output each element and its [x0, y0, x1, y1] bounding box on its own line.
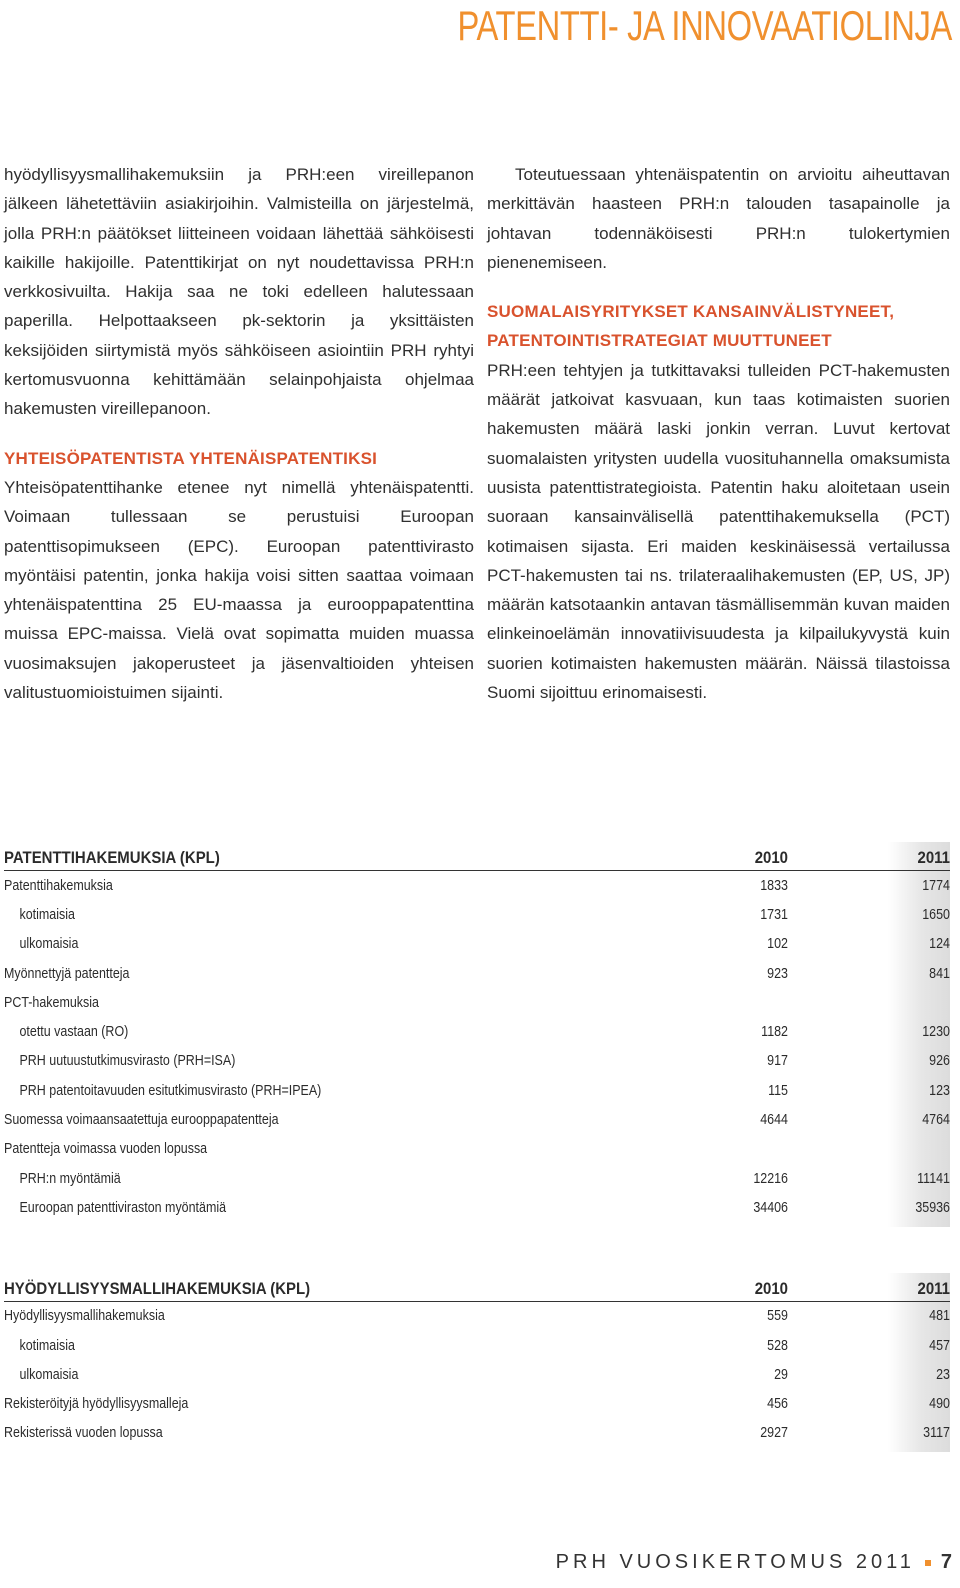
row-label: Hyödyllisyysmallihakemuksia [4, 1308, 165, 1325]
statistics-tables [4, 836, 950, 1448]
right-heading [487, 297, 950, 356]
row-label: Suomessa voimaansaatettuja eurooppapatentteja [4, 1112, 279, 1129]
value-2011: 23 [936, 1366, 950, 1383]
value-2011: 926 [929, 1053, 950, 1070]
right-heading-line-2: PATENTOINTISTRATEGIAT MUUTTUNEET [487, 331, 832, 351]
table-row [4, 1105, 950, 1134]
table-row [4, 1331, 950, 1360]
table-row [4, 988, 950, 1017]
row-label: Patenttihakemuksia [4, 877, 113, 894]
right-column [487, 160, 950, 707]
left-paragraph-2: Yhteisöpatenttihanke etenee nyt nimellä yhtenäispatentti. Voimaan tullessaan se perustuisi Euroopan patenttisopimukseen (EPC). Euroopan patenttivirasto myöntäisi patentin, jonka hakija voisi sitten saattaa voimaan yhtenäispatenttina 25 EU-maassa ja eurooppapatenttina muissa EPC-maissa. Vielä ovat sopimatta muiden muassa vuosimaksujen jakoperusteet ja jäsenvaltioiden yhteisen valitustuomioistuimen sijainti. [4, 477, 474, 703]
utility-table-col-2011: 2011 [917, 1278, 950, 1298]
value-2010: 1833 [760, 877, 788, 894]
row-label: PCT-hakemuksia [4, 994, 99, 1011]
publication-name: PRH VUOSIKERTOMUS 2011 [555, 1551, 915, 1573]
utility-table-body [4, 1302, 950, 1448]
right-paragraph-2: PRH:een tehtyjen ja tutkittavaksi tulleiden PCT-hakemusten määrät jatkoivat kasvuaan, kun taas kotimaisten suorien hakemusten määrä laski jonkin verran. Luvut kertovat suomalaisten yritysten uudella vuosituhannella omaksumista uusista patenttistrategioista. Patentin haku aloitetaan usein suoraan kansainvälisellä patenttihakemuksella (PCT) kotimaisen sijasta. Eri maiden keskinäisessä vertailussa PCT-hakemusten tai ns. trilateraalihakemusten (EP, US, JP) määrän katsotaankin antavan täsmällisemmän kuvan maiden elinkeinoelämän innovatiivisuudesta ja kilpailukyvystä kuin suorien kotimaisten hakemusten määrän. Näissä tilastoissa Suomi sijoittuu erinomaisesti. [487, 360, 950, 703]
utility-table-col-2010: 2010 [754, 1278, 788, 1298]
row-label: Euroopan patenttiviraston myöntämiä [19, 1199, 227, 1216]
value-2011: 490 [929, 1396, 950, 1413]
row-label: ulkomaisia [19, 936, 79, 953]
row-label: PRH:n myöntämiä [19, 1170, 121, 1187]
value-2011: 35936 [915, 1199, 950, 1216]
table-row [4, 930, 950, 959]
value-2010: 456 [767, 1396, 788, 1413]
table-row [4, 1419, 950, 1448]
row-label: PRH patentoitavuuden esitutkimusvirasto (PRH=IPEA) [19, 1082, 322, 1099]
row-label: PRH uutuustutkimusvirasto (PRH=ISA) [19, 1053, 236, 1070]
value-2010: 1731 [760, 906, 788, 923]
value-2010: 1182 [761, 1024, 788, 1041]
table-row [4, 1360, 950, 1389]
utility-table-header [4, 1267, 950, 1302]
value-2010: 34406 [753, 1199, 788, 1216]
value-2011: 124 [929, 936, 950, 953]
value-2010: 12216 [753, 1170, 788, 1187]
row-label: Myönnettyjä patentteja [4, 965, 130, 982]
value-2010: 559 [767, 1308, 788, 1325]
value-2010: 917 [767, 1053, 788, 1070]
row-label: kotimaisia [19, 1337, 75, 1354]
utility-table-title: HYÖDYLLISYYSMALLIHAKEMUKSIA (KPL) [4, 1278, 311, 1298]
page-footer [556, 1551, 952, 1574]
table-row [4, 1076, 950, 1105]
value-2011: 11141 [917, 1170, 950, 1187]
row-label: ulkomaisia [19, 1366, 79, 1383]
value-2011: 4764 [922, 1112, 950, 1129]
value-2010: 923 [767, 965, 788, 982]
value-2011: 1230 [922, 1024, 950, 1041]
value-2010: 2927 [760, 1425, 788, 1442]
row-label: Rekisteröityjä hyödyllisyysmalleja [4, 1396, 189, 1413]
utility-table [4, 1267, 950, 1448]
value-2010: 115 [768, 1082, 788, 1099]
right-paragraph-1: Toteutuessaan yhtenäispatentin on arvioitu aiheuttavan merkittävän haasteen PRH:n talouden tasapainolle ja johtavan todennäköisesti PRH:n tulokertymien pienenemiseen. [487, 165, 950, 272]
table-row [4, 1164, 950, 1193]
row-label: otettu vastaan (RO) [19, 1024, 129, 1041]
left-column [4, 160, 474, 707]
table-row [4, 900, 950, 929]
left-paragraph-1: hyödyllisyysmallihakemuksiin ja PRH:een vireillepanon jälkeen lähetettäviin asiakirjoihin. Valmisteilla on järjestelmä, jolla PRH:n päätökset liitteineen voidaan lähettää sähköisesti kaikille hakijoille. Patenttikirjat on nyt noudettavissa PRH:n verkkosivuilta. Hakija saa ne toki edelleen halutessaan paperilla. Helpottaakseen pk-sektorin ja yksittäisten keksijöiden siirtymistä myös sähköiseen asiointiin PRH ryhtyi kertomusvuonna kehittämään selainpohjaista ohjelmaa hakemusten vireillepanoon. [4, 165, 474, 419]
separator-dot [925, 1560, 931, 1566]
table-row [4, 1302, 950, 1331]
row-label: kotimaisia [19, 906, 75, 923]
value-2010: 102 [767, 936, 788, 953]
value-2010: 528 [767, 1337, 788, 1354]
table-row [4, 871, 950, 900]
patent-table-body [4, 871, 950, 1223]
patent-table-col-2011: 2011 [917, 848, 950, 867]
page-number: 7 [940, 1551, 952, 1573]
value-2011: 123 [929, 1082, 950, 1099]
value-2010: 29 [774, 1366, 788, 1383]
value-2011: 481 [929, 1308, 950, 1325]
value-2011: 1774 [922, 877, 950, 894]
patent-table-col-2010: 2010 [754, 848, 788, 867]
row-label: Rekisterissä vuoden lopussa [4, 1425, 163, 1442]
table-row [4, 1389, 950, 1418]
value-2011: 1650 [922, 906, 950, 923]
table-row [4, 1135, 950, 1164]
value-2010: 4644 [760, 1112, 788, 1129]
table-row [4, 1193, 950, 1222]
row-label: Patentteja voimassa vuoden lopussa [4, 1141, 208, 1158]
patent-table-header [4, 836, 950, 871]
table-row [4, 1047, 950, 1076]
section-title: PATENTTI- JA INNOVAATIOLINJA [457, 2, 952, 49]
left-heading: YHTEISÖPATENTISTA YHTENÄISPATENTIKSI [4, 448, 378, 468]
table-row [4, 959, 950, 988]
value-2011: 3117 [923, 1425, 950, 1442]
value-2011: 457 [929, 1337, 950, 1354]
right-heading-line-1: SUOMALAISYRITYKSET KANSAINVÄLISTYNEET, [487, 302, 895, 322]
patent-table-title: PATENTTIHAKEMUKSIA (KPL) [4, 848, 220, 867]
value-2011: 841 [929, 965, 950, 982]
patent-table [4, 836, 950, 1223]
table-row [4, 1017, 950, 1046]
